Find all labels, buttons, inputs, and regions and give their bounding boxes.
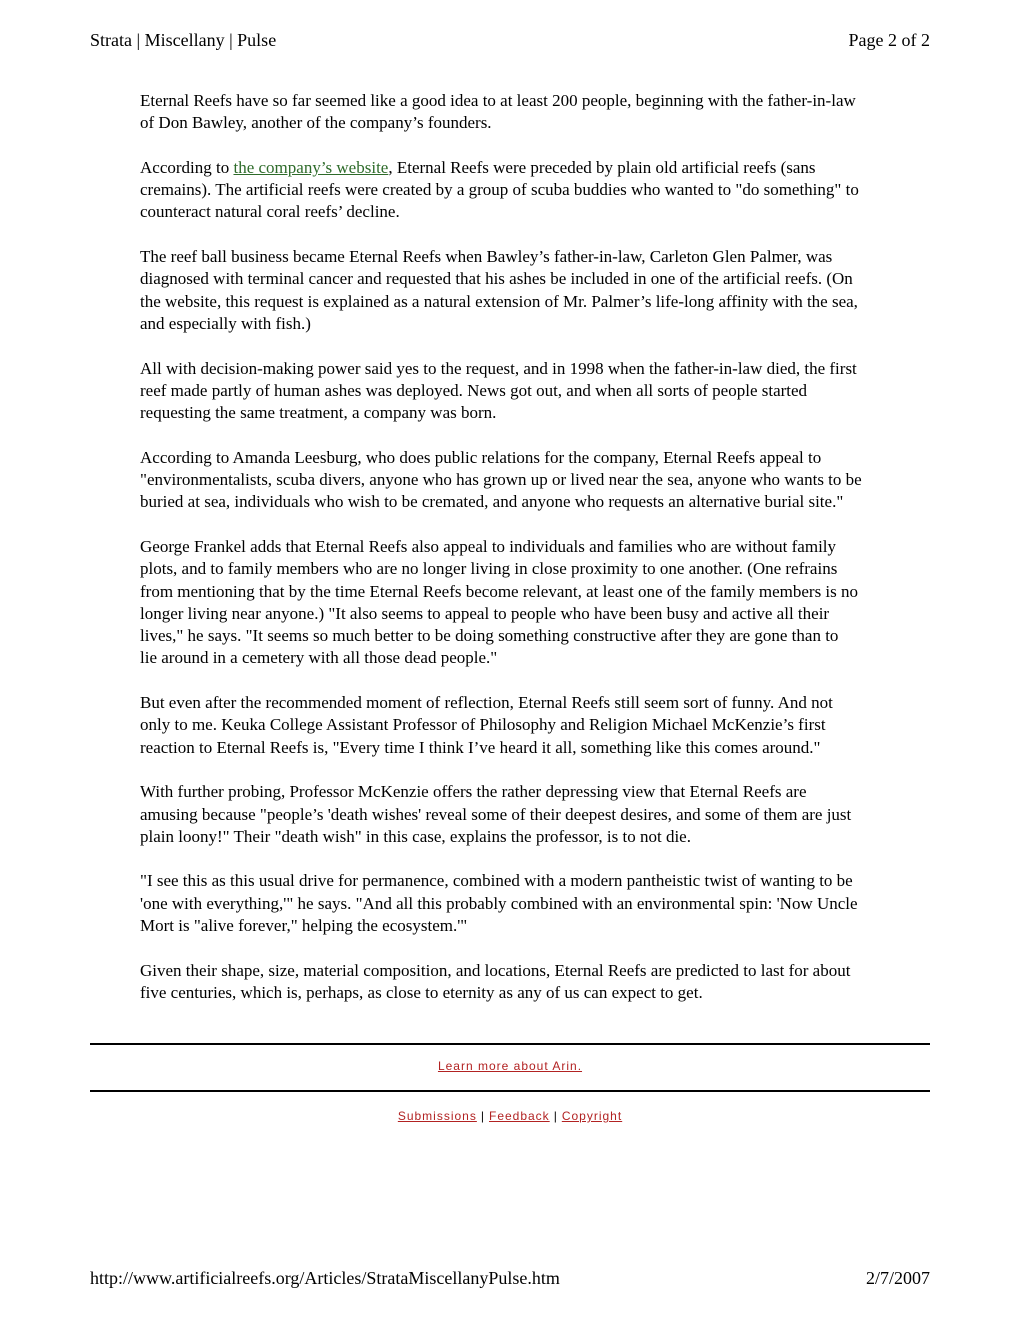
- paragraph-line: the website, this request is explained as a natural extension of Mr. Palmer’s life-long affinity with the sea,: [140, 291, 858, 311]
- paragraph-line: According to Amanda Leesburg, who does public relations for the company, Eternal Reefs appeal to: [140, 447, 822, 467]
- paragraph-line: plain loony!" Their "death wish" in this case, explains the professor, is to not die.: [140, 826, 691, 846]
- author-link-row: [90, 1059, 930, 1073]
- divider-top: [90, 1043, 930, 1045]
- paragraph-line: amusing because "people’s 'death wishes' reveal some of their deepest desires, and some of them are just: [140, 804, 852, 824]
- paragraph-text: According to: [140, 157, 234, 177]
- paragraph-line: "environmentalists, scuba divers, anyone who has grown up or lived near the sea, anyone who wants to be: [140, 470, 862, 490]
- paragraph-line: But even after the recommended moment of reflection, Eternal Reefs still seem sort of funny. And not: [140, 693, 833, 713]
- paragraph-line: 'one with everything,'" he says. "And all this probably combined with an environmental spin: 'Now Uncle: [140, 893, 858, 913]
- paragraph-line: plots, and to family members who are no longer living in close proximity to one another. (One refrains: [140, 559, 838, 579]
- paragraph-line: George Frankel adds that Eternal Reefs also appeal to individuals and families who are without family: [140, 536, 837, 556]
- paragraph-2: [140, 157, 930, 224]
- paragraph-line: Eternal Reefs have so far seemed like a good idea to at least 200 people, beginning with the father-in-law: [140, 91, 856, 110]
- paragraph-6: [140, 536, 930, 670]
- article-body: [140, 90, 930, 1010]
- print-footer-date: 2/7/2007: [865, 1268, 930, 1288]
- print-header-page-number: Page 2 of 2: [848, 30, 930, 50]
- paragraph-1: [140, 90, 930, 135]
- paragraph-4: [140, 358, 930, 425]
- paragraph-line: five centuries, which is, perhaps, as close to eternity as any of us can expect to get.: [140, 982, 703, 1002]
- paragraph-3: [140, 246, 930, 335]
- paragraph-text: , Eternal Reefs were preceded by plain old artificial reefs (sans: [388, 157, 816, 177]
- paragraph-line: and especially with fish.): [140, 313, 311, 333]
- paragraph-line: from mentioning that by the time Eternal Reefs become relevant, at least one of the family members is no: [140, 581, 859, 601]
- paragraph-line: lives," he says. "It seems so much better to be doing something constructive after they are gone than to: [140, 626, 839, 646]
- paragraph-line: diagnosed with terminal cancer and requested that his ashes be included in one of the artificial reefs. (On: [140, 269, 853, 289]
- paragraph-line: counteract natural coral reefs’ decline.: [140, 202, 400, 222]
- footer-separator: |: [553, 1109, 558, 1123]
- print-footer-url: http://www.artificialreefs.org/Articles/StrataMiscellanyPulse.htm: [90, 1268, 560, 1288]
- paragraph-5: [140, 447, 930, 514]
- print-header-title: Strata | Miscellany | Pulse: [90, 30, 277, 50]
- paragraph-line: buried at sea, individuals who wish to be cremated, and anyone who requests an alternative burial site.": [140, 492, 844, 512]
- paragraph-line: "I see this as this usual drive for permanence, combined with a modern pantheistic twist of wanting to be: [140, 871, 853, 891]
- footer-separator: |: [480, 1109, 485, 1123]
- paragraph-line: only to me. Keuka College Assistant Professor of Philosophy and Religion Michael McKenzie’s first: [140, 715, 826, 735]
- submissions-link[interactable]: Submissions: [397, 1109, 477, 1123]
- paragraph-line: longer living near anyone.) "It also seems to appeal to people who have been busy and active all their: [140, 603, 830, 623]
- paragraph-line: reaction to Eternal Reefs is, "Every time I think I’ve heard it all, something like this comes around.": [140, 737, 821, 757]
- copyright-link[interactable]: Copyright: [561, 1109, 623, 1123]
- paragraph-line: [140, 157, 930, 179]
- paragraph-line: reef made partly of human ashes was deployed. News got out, and when all sorts of people started: [140, 380, 808, 400]
- divider-bottom: [90, 1090, 930, 1092]
- paragraph-7: [140, 692, 930, 759]
- article-content: [140, 90, 930, 1004]
- paragraph-line: lie around in a cemetery with all those dead people.": [140, 648, 498, 668]
- paragraph-line: With further probing, Professor McKenzie offers the rather depressing view that Eternal Reefs are: [140, 782, 807, 802]
- learn-more-about-arin-link[interactable]: Learn more about Arin.: [437, 1059, 583, 1073]
- feedback-link[interactable]: Feedback: [488, 1109, 550, 1123]
- paragraph-line: Mort is "alive forever," helping the ecosystem.'": [140, 915, 468, 935]
- paragraph-line: All with decision-making power said yes to the request, and in 1998 when the father-in-law died, the first: [140, 358, 857, 378]
- print-header: [90, 30, 930, 54]
- paragraph-line: Given their shape, size, material composition, and locations, Eternal Reefs are predicted to last for about: [140, 960, 851, 980]
- paragraph-line: cremains). The artificial reefs were created by a group of scuba buddies who wanted to "do something" to: [140, 180, 859, 200]
- paragraph-line: requesting the same treatment, a company was born.: [140, 403, 497, 423]
- print-footer: [90, 1268, 930, 1292]
- paragraph-8: [140, 781, 930, 848]
- paragraph-9: [140, 870, 930, 937]
- paragraph-10: [140, 960, 930, 1005]
- footer-nav: [90, 1109, 930, 1123]
- paragraph-line: The reef ball business became Eternal Reefs when Bawley’s father-in-law, Carleton Glen Palmer, was: [140, 247, 833, 267]
- paragraph-line: of Don Bawley, another of the company’s founders.: [140, 113, 492, 133]
- company-website-link[interactable]: the company’s website: [233, 157, 389, 177]
